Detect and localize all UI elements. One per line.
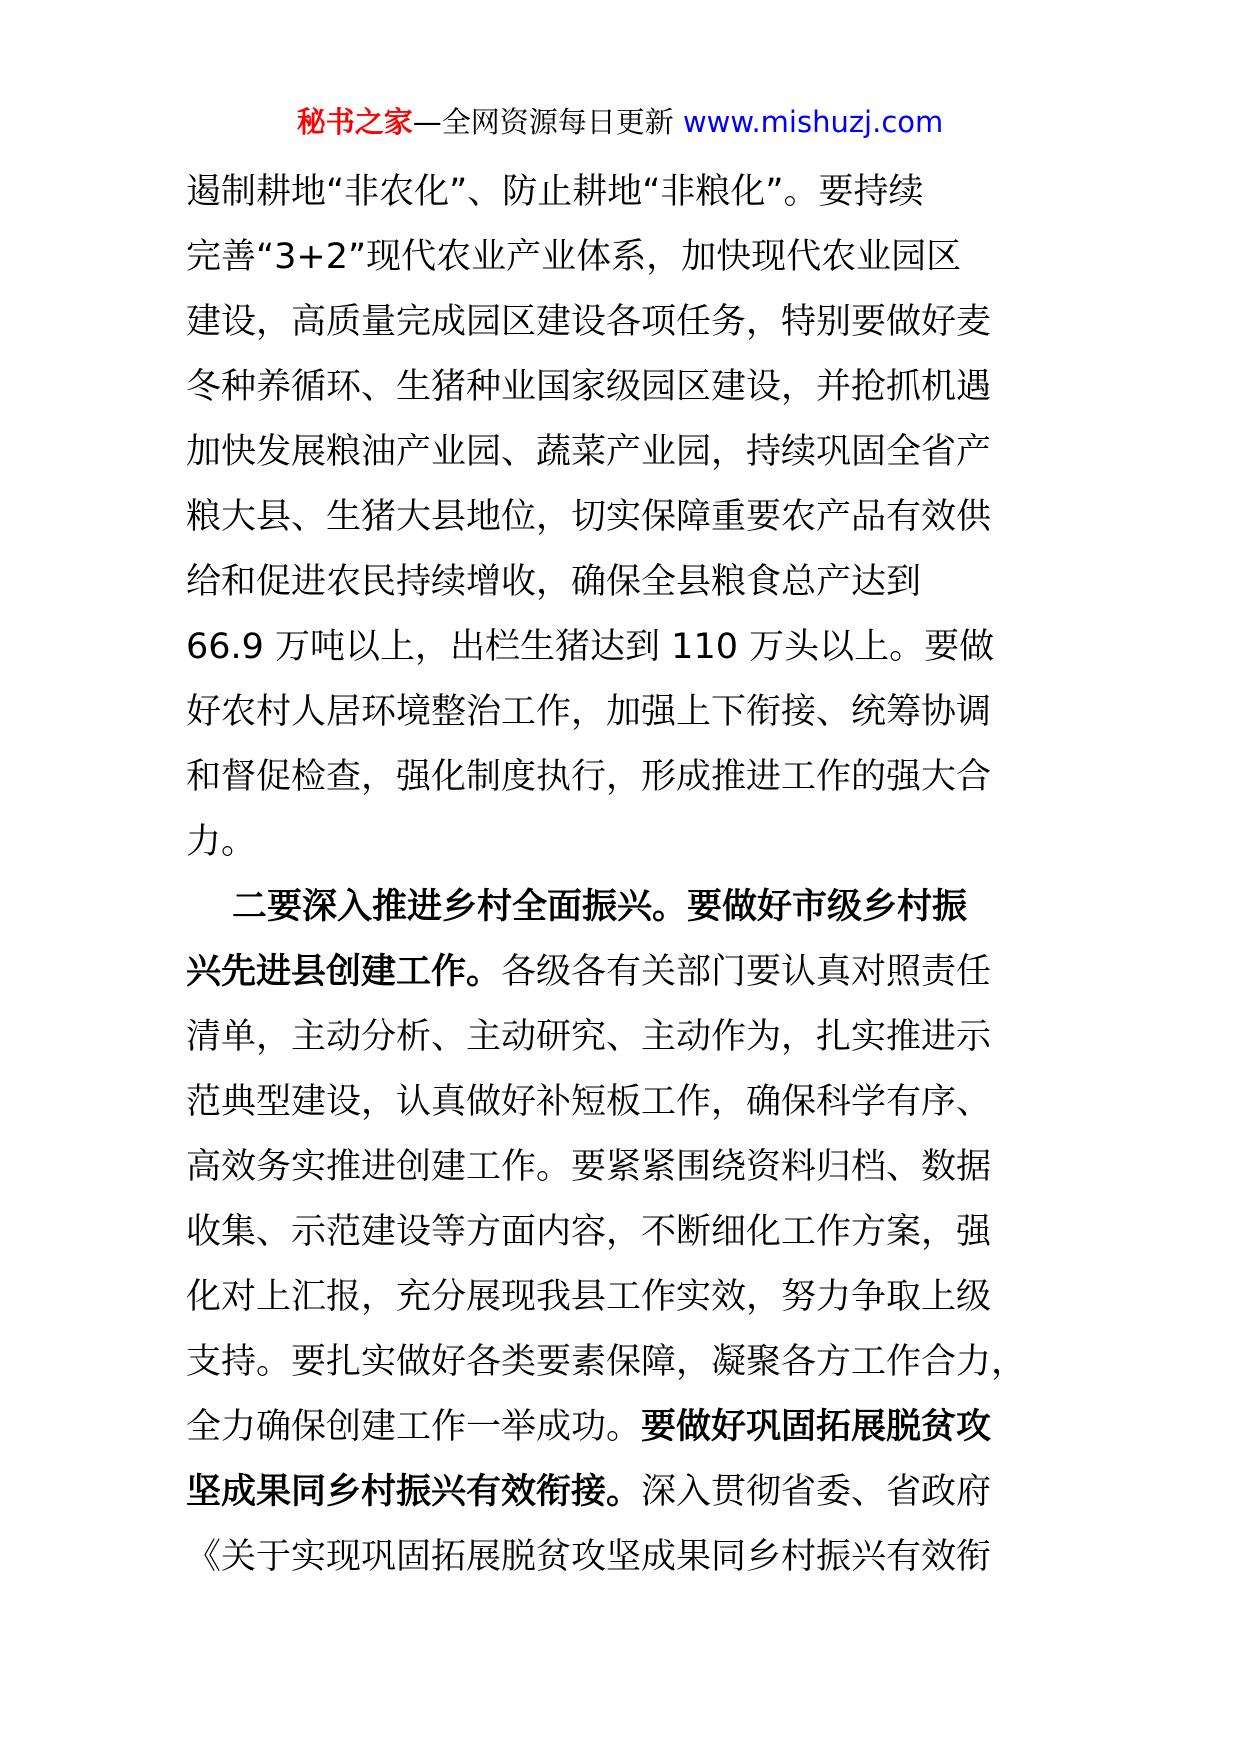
text-line: 冬种养循环、生猪种业国家级园区建设，并抢抓机遇 [186,367,992,407]
text-line: 完善“3+2”现代农业产业体系，加快现代农业园区 [186,237,962,277]
text-run: 全力确保创建工作一举成功。 [186,1407,642,1447]
text-line: 遏制耕地“非农化”、防止耕地“非粮化”。要持续 [186,172,924,212]
text-line: 清单，主动分析、主动研究、主动作为，扎实推进示 [186,1017,992,1057]
header-tagline: —全网资源每日更新 [412,105,674,139]
text-run: 深入贯彻省委、省政府 [641,1472,992,1512]
page-header [0,100,1240,144]
text-line: 粮大县、生猪大县地位，切实保障重要农产品有效供 [186,497,992,537]
text-run: 各级各有关部门要认真对照责任 [501,952,992,992]
subsection-heading: 坚成果同乡村振兴有效衔接。 [186,1472,642,1512]
text-line: 力。 [186,822,257,862]
site-url-link[interactable]: www.mishuzj.com [682,105,944,139]
text-line [186,1395,1066,1460]
text-line: 建设，高质量完成园区建设各项任务，特别要做好麦 [186,302,992,342]
text-line: 支持。要扎实做好各类要素保障，凝聚各方工作合力， [186,1342,1027,1382]
text-line: 给和促进农民持续增收，确保全县粮食总产达到 [186,562,922,602]
text-line: 《关于实现巩固拓展脱贫攻坚成果同乡村振兴有效衔 [186,1537,992,1577]
text-line [186,1460,1066,1525]
text-line: 和督促检查，强化制度执行，形成推进工作的强大合 [186,757,992,797]
text-line: 66.9 万吨以上，出栏生猪达到 110 万头以上。要做 [186,627,995,667]
brand-name: 秘书之家 [296,105,413,139]
text-line: 收集、示范建设等方面内容，不断细化工作方案，强 [186,1212,992,1252]
document-body [186,160,1066,1590]
text-line: 好农村人居环境整治工作，加强上下衔接、统筹协调 [186,692,992,732]
section-heading: 二要深入推进乡村全面振兴。要做好市级乡村振 [232,887,968,927]
text-line: 高效务实推进创建工作。要紧紧围绕资料归档、数据 [186,1147,992,1187]
subsection-heading: 兴先进县创建工作。 [186,952,502,992]
text-line: 化对上汇报，充分展现我县工作实效，努力争取上级 [186,1277,992,1317]
subsection-heading: 要做好巩固拓展脱贫攻 [641,1407,992,1447]
paragraph-1 [186,160,1066,875]
text-line: 加快发展粮油产业园、蔬菜产业园，持续巩固全省产 [186,432,992,472]
paragraph-2 [186,875,1066,1590]
text-line [186,940,1066,1005]
text-line: 范典型建设，认真做好补短板工作，确保科学有序、 [186,1082,992,1122]
